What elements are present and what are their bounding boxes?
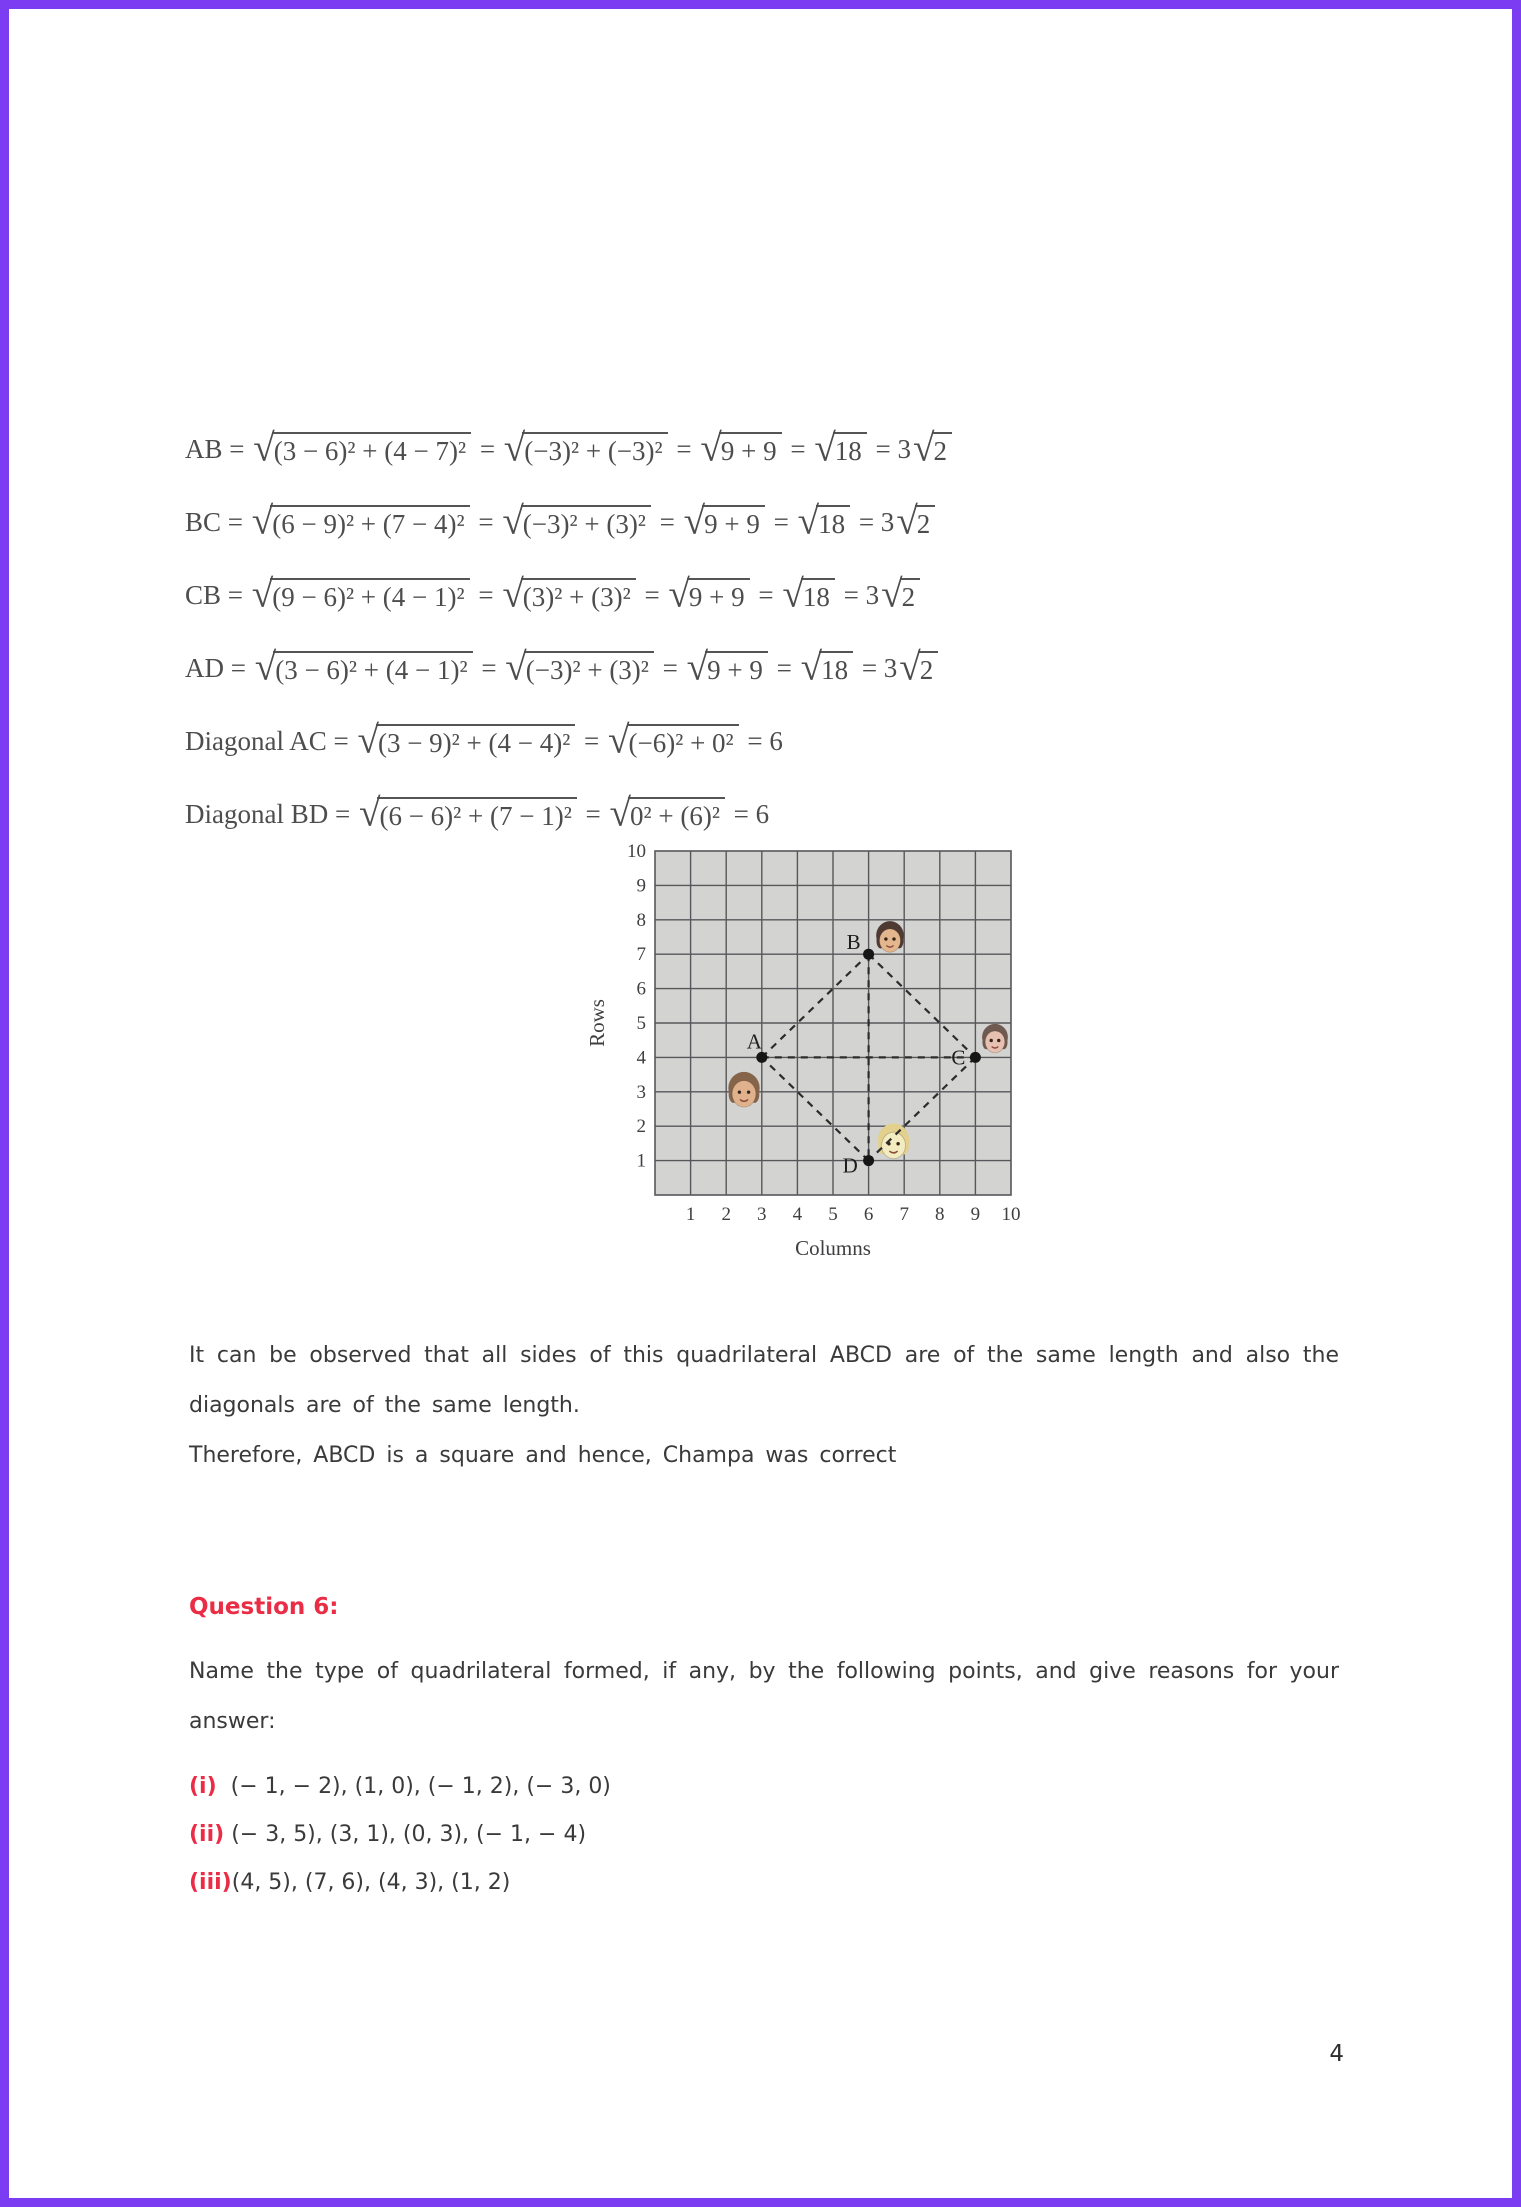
square-root: √ (3 − 9)² + (4 − 4)²: [357, 724, 575, 759]
point-B: [863, 949, 874, 960]
square-root: √ 2: [896, 505, 935, 540]
child-face-icon-B: [876, 921, 904, 952]
square-root: √ 18: [814, 432, 866, 467]
x-tick-5: 5: [828, 1204, 838, 1225]
question-part-iii: [189, 1859, 1339, 1907]
square-root: √ 18: [798, 505, 850, 540]
square-root: √ (−3)² + (−3)²: [504, 432, 668, 467]
equation-line-1: AB = √ (3 − 6)² + (4 − 7)² = √ (−3)² + (−3)² = √ 9 + 9 = √ 18 = 3 √ 2: [185, 413, 954, 486]
y-tick-4: 4: [636, 1047, 646, 1069]
y-tick-2: 2: [636, 1116, 646, 1138]
square-root: √ 9 + 9: [684, 505, 765, 540]
square-root: √ (−3)² + (3)²: [505, 651, 654, 686]
grid-chart: [587, 824, 1047, 1284]
square-root: √ 0² + (6)²: [610, 797, 725, 832]
child-face-icon-A: [728, 1072, 759, 1107]
distance-equations: [185, 413, 954, 851]
observation-line-1: It can be observed that all sides of this quadrilateral ABCD are of the same length and also the diagonals are of the same length.: [189, 1343, 1339, 1418]
square-root: √ 18: [801, 651, 853, 686]
x-tick-10: 10: [1001, 1204, 1021, 1225]
square-root: √ (−3)² + (3)²: [502, 505, 651, 540]
x-tick-3: 3: [757, 1204, 767, 1225]
page-number: 4: [1329, 2041, 1344, 2067]
square-root: √ 2: [899, 651, 938, 686]
square-root: √ (3 − 6)² + (4 − 7)²: [253, 432, 471, 467]
x-tick-7: 7: [899, 1204, 909, 1225]
y-tick-3: 3: [636, 1081, 646, 1103]
observation-line-2: Therefore, ABCD is a square and hence, Champa was correct: [189, 1443, 897, 1468]
square-root: √ (6 − 6)² + (7 − 1)²: [359, 797, 577, 832]
y-tick-7: 7: [636, 944, 646, 966]
child-face-icon-D: [878, 1124, 909, 1159]
square-root: √ (6 − 9)² + (7 − 4)²: [252, 505, 470, 540]
y-tick-1: 1: [636, 1150, 646, 1172]
grid-chart-svg: [587, 824, 1047, 1284]
part-iii-points: (4, 5), (7, 6), (4, 3), (1, 2): [231, 1870, 511, 1895]
observation-text: [189, 1331, 1339, 1481]
x-tick-6: 6: [863, 1204, 874, 1225]
x-tick-8: 8: [935, 1204, 945, 1225]
equation-line-3: CB = √ (9 − 6)² + (4 − 1)² = √ (3)² + (3)² = √ 9 + 9 = √ 18 = 3 √ 2: [185, 559, 954, 632]
question-6-section: [189, 1594, 1339, 1907]
point-label-C: C: [951, 1045, 966, 1070]
equation-line-5: Diagonal AC = √ (3 − 9)² + (4 − 4)² = √ (−6)² + 0² = 6: [185, 718, 783, 762]
question-prompt: Name the type of quadrilateral formed, if any, by the following points, and give reasons for your answer:: [189, 1659, 1339, 1734]
y-tick-9: 9: [636, 875, 646, 897]
square-root: √ (3 − 6)² + (4 − 1)²: [255, 651, 473, 686]
square-root: √ 9 + 9: [668, 578, 749, 613]
y-axis-label: Rows: [587, 999, 609, 1047]
y-tick-8: 8: [636, 909, 646, 931]
square-root: √ 18: [782, 578, 834, 613]
y-tick-5: 5: [636, 1013, 646, 1034]
point-label-B: B: [846, 930, 861, 955]
point-label-D: D: [842, 1153, 858, 1178]
part-iii-marker: (iii): [189, 1870, 232, 1895]
x-tick-4: 4: [792, 1204, 803, 1225]
equation-line-4: AD = √ (3 − 6)² + (4 − 1)² = √ (−3)² + (3)² = √ 9 + 9 = √ 18 = 3 √ 2: [185, 632, 954, 705]
document-page: [9, 9, 1512, 2198]
x-tick-9: 9: [970, 1204, 981, 1225]
child-face-icon-C: [982, 1024, 1008, 1053]
part-ii-points: (− 3, 5), (3, 1), (0, 3), (− 1, − 4): [224, 1822, 587, 1847]
part-i-marker: (i): [189, 1774, 217, 1799]
equation-line-6: Diagonal BD = √ (6 − 6)² + (7 − 1)² = √ 0² + (6)² = 6: [185, 791, 770, 835]
point-C: [970, 1052, 981, 1063]
square-root: √ (3)² + (3)²: [502, 578, 635, 613]
square-root: √ 9 + 9: [687, 651, 768, 686]
point-label-A: A: [746, 1029, 762, 1054]
question-part-i: [189, 1763, 1339, 1811]
point-D: [863, 1155, 874, 1166]
question-part-ii: [189, 1811, 1339, 1859]
y-tick-10: 10: [627, 841, 646, 862]
part-i-points: (− 1, − 2), (1, 0), (− 1, 2), (− 3, 0): [216, 1774, 611, 1799]
question-heading: Question 6:: [189, 1594, 339, 1620]
square-root: √ 2: [913, 432, 952, 467]
x-tick-1: 1: [685, 1204, 696, 1225]
x-tick-2: 2: [721, 1204, 731, 1225]
equation-line-2: BC = √ (6 − 9)² + (7 − 4)² = √ (−3)² + (3)² = √ 9 + 9 = √ 18 = 3 √ 2: [185, 486, 954, 559]
square-root: √ (−6)² + 0²: [608, 724, 739, 759]
square-root: √ 9 + 9: [700, 432, 781, 467]
point-A: [756, 1052, 767, 1063]
y-tick-6: 6: [636, 978, 646, 1000]
square-root: √ 2: [881, 578, 920, 613]
x-axis-label: Columns: [795, 1236, 871, 1260]
square-root: √ (9 − 6)² + (4 − 1)²: [252, 578, 470, 613]
part-ii-marker: (ii): [189, 1822, 225, 1847]
question-parts: [189, 1763, 1339, 1907]
